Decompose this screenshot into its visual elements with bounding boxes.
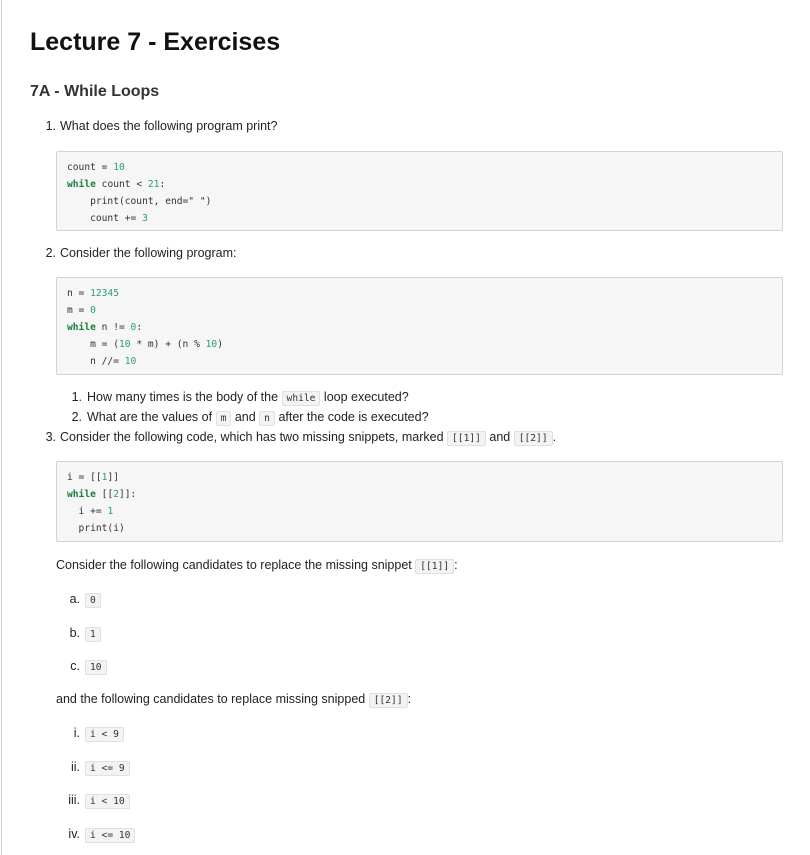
inline-code: [[2]]	[514, 431, 553, 446]
option-label: iii.	[68, 793, 80, 807]
code-line: count = 10	[67, 162, 125, 173]
option-code: 10	[85, 660, 107, 675]
option-item	[56, 626, 101, 640]
code-line: while n != 0:	[67, 322, 143, 333]
option-item	[56, 793, 130, 807]
inline-code: [[1]]	[415, 559, 454, 574]
code-line: m = 0	[67, 305, 96, 316]
option-label: c.	[70, 659, 80, 673]
question-number: 1.	[45, 119, 56, 133]
code-line: while [[2]]:	[67, 489, 137, 500]
question-number: 2.	[45, 246, 56, 260]
question-2	[30, 246, 236, 260]
inline-code: m	[216, 411, 232, 426]
code-block-q2	[56, 277, 783, 375]
option-code: i < 9	[85, 727, 124, 742]
option-code: i <= 9	[85, 761, 130, 776]
question-text: Consider the following program:	[60, 246, 237, 260]
option-label: a.	[69, 592, 80, 606]
code-line: while count < 21:	[67, 179, 166, 190]
code-line: n = 12345	[67, 288, 119, 299]
inline-code: [[1]]	[447, 431, 486, 446]
option-item	[56, 659, 107, 673]
option-label: ii.	[70, 759, 80, 774]
option-item	[56, 726, 124, 740]
question-1	[30, 119, 277, 133]
option-label: b.	[69, 625, 80, 640]
option-label: i.	[73, 726, 80, 740]
option-item	[56, 760, 130, 774]
option-code: 0	[85, 593, 101, 608]
inline-code: n	[259, 411, 275, 426]
inline-code: [[2]]	[369, 693, 408, 708]
option-label: iv.	[68, 826, 80, 841]
subquestion-2-2: 2. What are the values of m and n after the code is executed?	[71, 410, 429, 424]
inline-code: while	[282, 391, 321, 406]
code-line: m = (10 * m) + (n % 10)	[67, 339, 223, 350]
code-block-q3	[56, 461, 783, 542]
option-item	[56, 827, 135, 841]
code-line: i += 1	[67, 506, 114, 517]
page-title: Lecture 7 - Exercises	[30, 28, 281, 56]
code-block-q1	[56, 151, 783, 231]
question-number: 3.	[45, 430, 56, 444]
page-left-border	[1, 0, 2, 855]
code-line: i = [[1]]	[67, 472, 119, 483]
candidates-2-intro: and the following candidates to replace missing snipped [[2]] :	[56, 692, 412, 706]
option-code: i < 10	[85, 794, 130, 809]
option-item	[56, 592, 101, 606]
code-line: print(count, end=" ")	[67, 196, 212, 207]
code-line: count += 3	[67, 213, 148, 224]
code-line: print(i)	[67, 523, 125, 534]
question-text: What does the following program print?	[60, 119, 278, 133]
option-code: i <= 10	[85, 828, 135, 843]
question-3: 3. Consider the following code, which has two missing snippets, marked [[1]] and [[2]] .	[30, 430, 556, 444]
code-line: n //= 10	[67, 356, 137, 367]
subquestion-2-1: 1. How many times is the body of the while loop executed?	[71, 390, 409, 404]
candidates-1-intro: Consider the following candidates to replace the missing snippet [[1]] :	[56, 558, 458, 572]
section-heading: 7A - While Loops	[30, 83, 160, 100]
option-code: 1	[85, 627, 101, 642]
